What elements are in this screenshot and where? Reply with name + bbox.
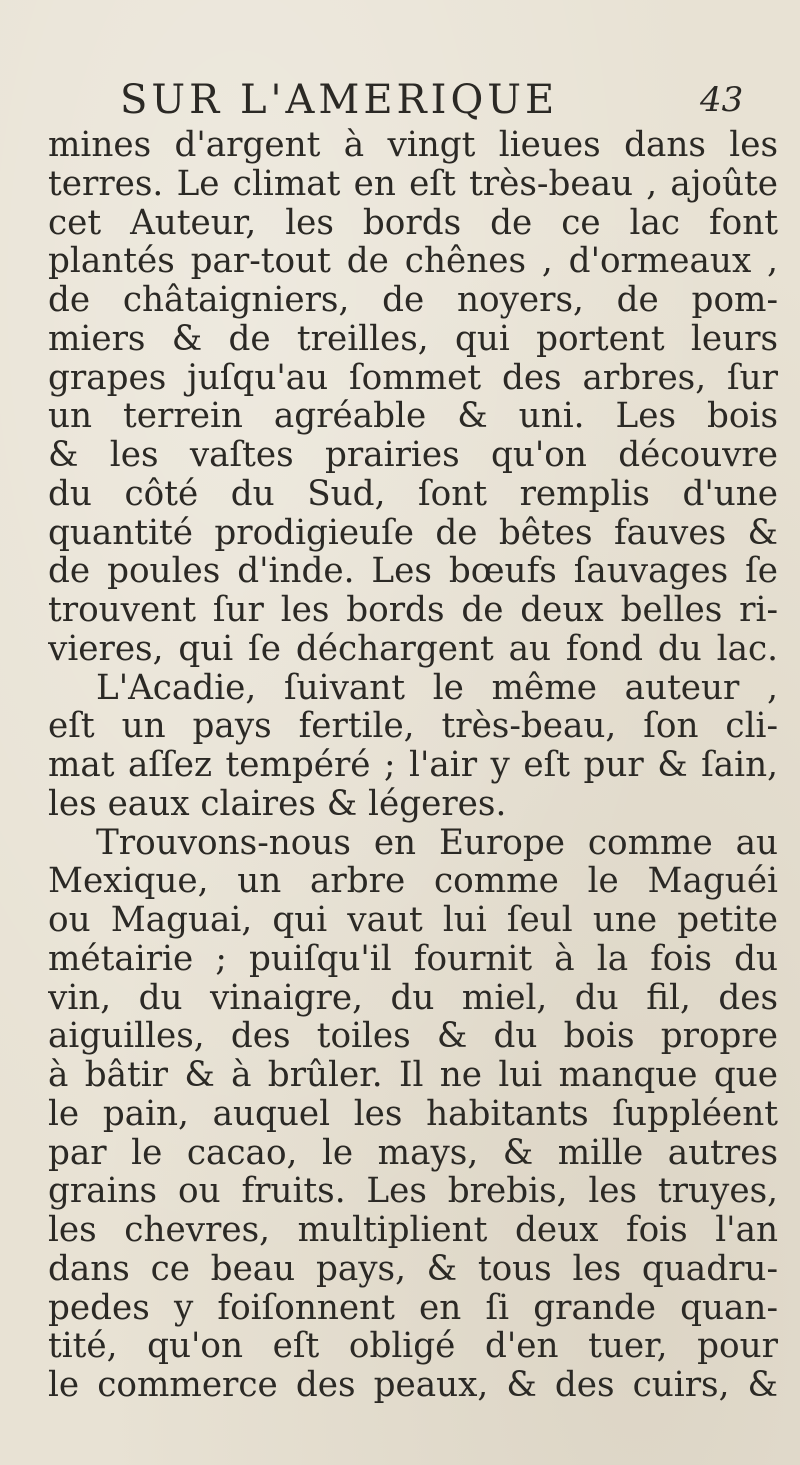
text-line: ou Maguai, qui vaut lui ſeul une petite — [48, 901, 778, 940]
text-line: métairie ; puiſqu'il fournit à la fois du — [48, 939, 778, 979]
text-line: vieres, qui ſe déchargent au fond du lac. — [48, 629, 778, 669]
text-line: de châtaigniers, de noyers, de pom- — [48, 281, 778, 320]
text-line: dans ce beau pays, & tous les quadru- — [48, 1249, 778, 1289]
text-line: mines d'argent à vingt lieues dans les — [48, 126, 778, 165]
text-line: pedes y foiſonnent en ſi grande quan- — [48, 1288, 778, 1328]
text-line: trouvent ſur les bords de deux belles ri- — [48, 591, 778, 630]
body-text — [48, 126, 778, 1405]
text-line: cet Auteur, les bords de ce lac font — [48, 203, 778, 243]
text-line: Mexique, un arbre comme le Maguéi — [48, 862, 778, 901]
page-number: 43 — [700, 80, 744, 120]
running-title: SUR L'AMERIQUE — [120, 77, 559, 123]
page-header — [0, 70, 800, 130]
text-line: grapes juſqu'au ſommet des arbres, ſur — [48, 358, 778, 398]
text-line: plantés par-tout de chênes , d'ormeaux , — [48, 242, 778, 281]
text-line: miers & de treilles, qui portent leurs — [48, 319, 778, 359]
text-line: aiguilles, des toiles & du bois propre — [48, 1017, 778, 1056]
text-line: les chevres, multiplient deux fois l'an — [48, 1211, 778, 1250]
text-line: & les vaſtes prairies qu'on découvre — [48, 436, 778, 475]
text-line: les eaux claires & légeres. — [48, 784, 507, 824]
text-line: le pain, auquel les habitants ſuppléent — [48, 1094, 778, 1134]
text-line: L'Acadie, ſuivant le même auteur , — [96, 668, 778, 708]
text-line: vin, du vinaigre, du miel, du fil, des — [48, 978, 778, 1018]
text-line: tité, qu'on eſt obligé d'en tuer, pour — [48, 1327, 778, 1366]
text-line: terres. Le climat en eſt très-beau , ajoûte — [48, 164, 778, 204]
text-line: grains ou fruits. Les brebis, les truyes, — [48, 1172, 778, 1211]
text-line: Trouvons-nous en Europe comme au — [96, 823, 778, 863]
text-line: mat aſſez tempéré ; l'air y eſt pur & ſain, — [48, 746, 778, 785]
text-line: par le cacao, le mays, & mille autres — [48, 1133, 778, 1173]
text-line: un terrein agréable & uni. Les bois — [48, 397, 778, 436]
text-line: le commerce des peaux, & des cuirs, & — [48, 1366, 778, 1405]
text-line: de poules d'inde. Les bœufs ſauvages ſe — [48, 552, 778, 591]
text-line: eſt un pays fertile, très-beau, ſon cli- — [48, 707, 778, 746]
text-line: à bâtir & à brûler. Il ne lui manque que — [48, 1056, 778, 1095]
text-line: quantité prodigieuſe de bêtes fauves & — [48, 513, 778, 553]
text-line: du côté du Sud, ſont remplis d'une — [48, 474, 778, 514]
